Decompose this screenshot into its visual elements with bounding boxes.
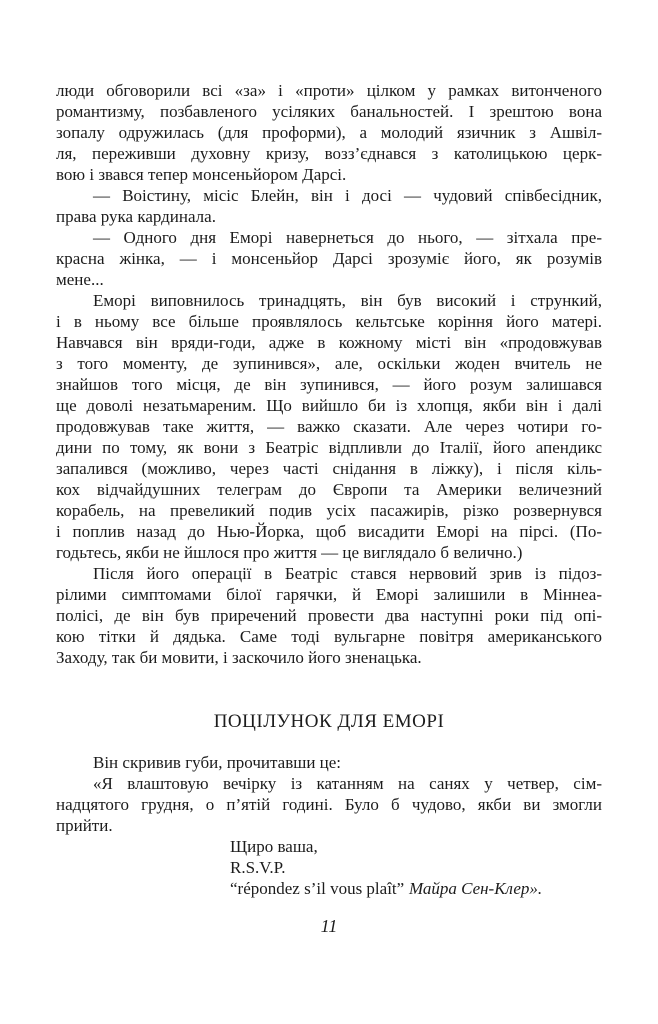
text-line: «Я влаштовую вечірку із катанням на санях у четвер, сім- bbox=[93, 774, 602, 793]
text-line: Заходу, так би мовити, і заскочило його зненацька. bbox=[56, 648, 422, 667]
text-line: продовжував таке життя, — важко сказати. Але через чотири го- bbox=[56, 417, 602, 436]
text-line: — Воістину, місіс Блейн, він і досі — чудовий співбесідник, bbox=[93, 186, 602, 205]
text-line: вою і звався тепер монсеньйором Дарсі. bbox=[56, 165, 347, 184]
text-line: кою тітки й дядька. Саме тоді вульгарне повітря американського bbox=[56, 627, 602, 646]
text-line: красна жінка, — і монсеньйор Дарсі зрозуміє його, як розумів bbox=[56, 249, 602, 268]
paragraph bbox=[56, 773, 602, 836]
paragraph bbox=[56, 227, 602, 290]
text-line: з того моменту, де зупинився», але, оскільки жоден вчитель не bbox=[56, 354, 602, 373]
text-line: Еморі виповнилось тринадцять, він був високий і стрункий, bbox=[93, 291, 602, 310]
text-line: — Одного дня Еморі навернеться до нього, — зітхала пре- bbox=[93, 228, 602, 247]
letter-signature-block bbox=[230, 836, 602, 899]
paragraph bbox=[56, 563, 602, 668]
body-text bbox=[56, 80, 602, 937]
text-line: мене... bbox=[56, 270, 104, 289]
text-line: зопалу одружилась (для проформи), а молодий язичник з Ашвіл- bbox=[56, 123, 602, 142]
text-line: дини по тому, як вони з Беатріс відпливли до Італії, його апендикс bbox=[56, 438, 602, 457]
text-line: і в ньому все більше проявлялось кельтське коріння його матері. bbox=[56, 312, 602, 331]
text-line: рілими симптомами білої гарячки, й Еморі залишили в Міннеа- bbox=[56, 585, 602, 604]
section-heading: ПОЦІЛУНОК ДЛЯ ЕМОРІ bbox=[213, 711, 445, 732]
text-line: люди обговорили всі «за» і «проти» цілком у рамках витонченого bbox=[56, 81, 602, 100]
signature-closing: Щиро ваша, bbox=[230, 837, 318, 856]
text-line: полісі, де він був приречений провести два наступні роки під опі- bbox=[56, 606, 602, 625]
signature-rsvp: R.S.V.P. bbox=[230, 858, 286, 877]
text-line: запалився (можливо, через часті снідання в ліжку), і після кіль- bbox=[56, 459, 602, 478]
text-line: і поплив назад до Нью-Йорка, щоб висадити Еморі на пірсі. (По- bbox=[56, 522, 602, 541]
signature-note bbox=[230, 878, 602, 899]
signature-note-name: Майра Сен-Клер». bbox=[408, 879, 543, 898]
text-line: права рука кардинала. bbox=[56, 207, 216, 226]
text-line: годьтесь, якби не йшлося про життя — це виглядало б велично.) bbox=[56, 543, 523, 562]
text-line: ля, переживши духовну кризу, возз’єднався з католицькою церк- bbox=[56, 144, 602, 163]
text-line: кох відчайдушних телеграм до Європи та Америки величезний bbox=[56, 480, 602, 499]
text-line: корабель, на превеликий подив усіх пасажирів, різко розвернувся bbox=[56, 501, 602, 520]
paragraph bbox=[56, 80, 602, 185]
text-line: Він скривив губи, прочитавши це: bbox=[93, 753, 342, 772]
text-line: романтизму, позбавленого усіляких банальностей. І зрештою вона bbox=[56, 102, 602, 121]
text-line: надцятого грудня, о п’ятій годині. Було б чудово, якби ви змогли bbox=[56, 795, 602, 814]
paragraph bbox=[56, 290, 602, 563]
page-number: 11 bbox=[320, 916, 338, 936]
text-line: Навчався він вряди-годи, адже в кожному місті він «продовжував bbox=[56, 333, 602, 352]
signature-note-french: “répondez s’il vous plaît” bbox=[230, 879, 405, 898]
text-line: знайшов того місця, де він зупинився, — його розум залишався bbox=[56, 375, 602, 394]
paragraph bbox=[56, 752, 602, 773]
paragraph bbox=[56, 185, 602, 227]
text-line: ще доволі незатьмареним. Що вийшло би із хлопця, якби він і далі bbox=[56, 396, 602, 415]
text-line: Після його операції в Беатріс стався нервовий зрив із підоз- bbox=[93, 564, 602, 583]
text-line: прийти. bbox=[56, 816, 113, 835]
